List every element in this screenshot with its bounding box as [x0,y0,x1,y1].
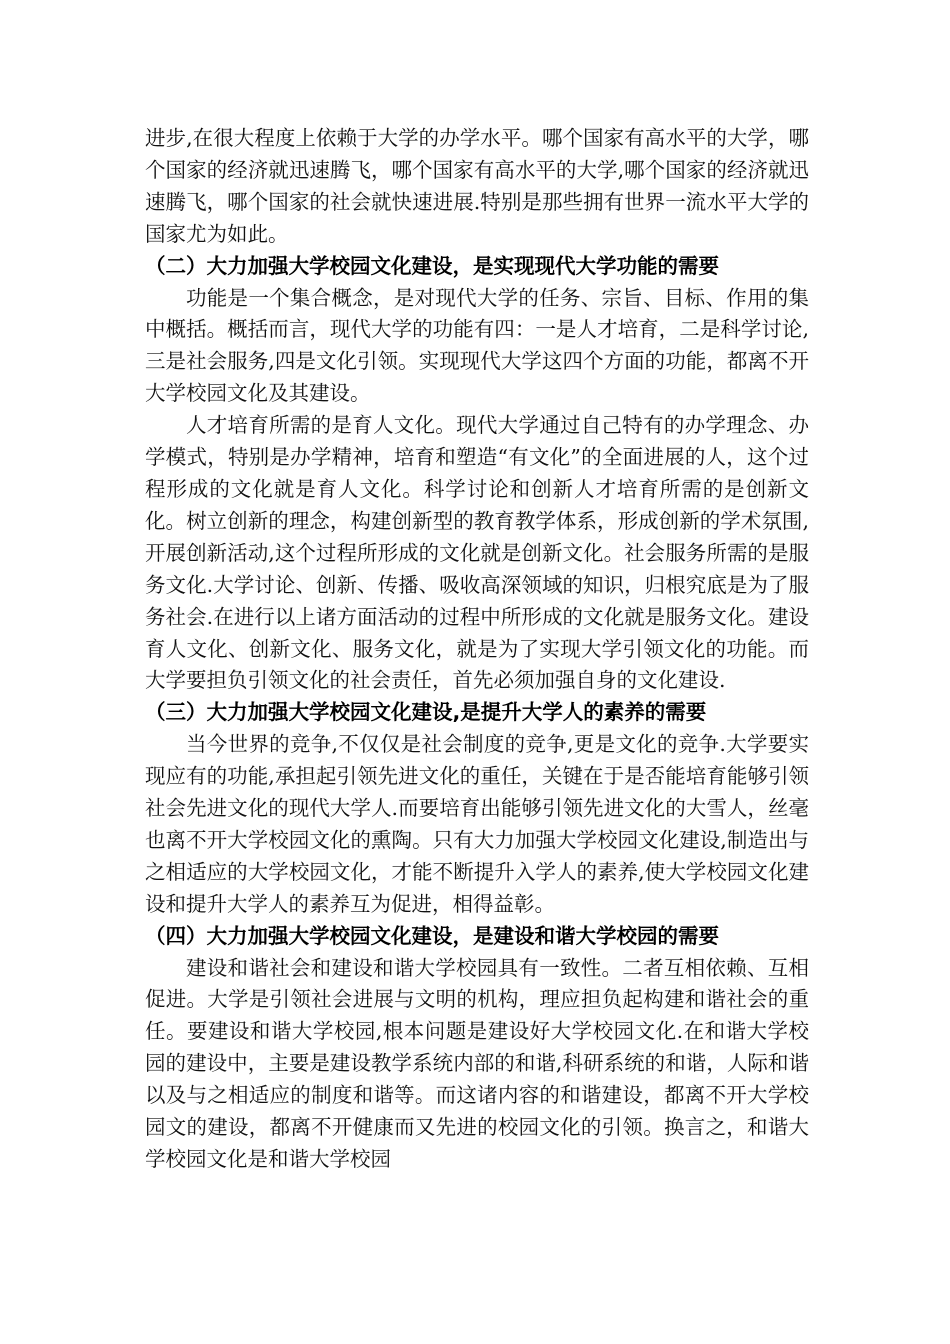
section-heading-2: （二）大力加强大学校园文化建设，是实现现代大学功能的需要 [145,253,719,278]
section-heading-4: （四）大力加强大学校园文化建设，是建设和谐大学校园的需要 [145,923,719,948]
paragraph-harmony: 建设和谐社会和建设和谐大学校园具有一致性。二者互相依赖、互相促进。大学是引领社会进展与文明的机构，理应担负起构建和谐社会的重任。要建设和谐大学校园,根本问题是建设好大学校园文化.在和谐大学校园的建设中，主要是建设教学系统内部的和谐,科研系统的和谐，人际和谐以及与之相适应的制度和谐等。而这诸内容的和谐建设，都离不开大学校园文的建设，都离不开健康而又先进的校园文化的引领。换言之，和谐大学校园文化是和谐大学校园 [145,955,809,1171]
document-page [145,123,809,1176]
paragraph-functions: 功能是一个集合概念，是对现代大学的任务、宗旨、目标、作用的集中概括。概括而言，现代大学的功能有四：一是人才培育，二是科学讨论,三是社会服务,四是文化引领。实现现代大学这四个方面的功能，都离不开大学校园文化及其建设。 [145,285,809,406]
paragraph-intro: 进步,在很大程度上依赖于大学的办学水平。哪个国家有高水平的大学，哪个国家的经济就迅速腾飞，哪个国家有高水平的大学,哪个国家的经济就迅速腾飞，哪个国家的社会就快速进展.特别是那些拥有世界一流水平大学的国家尤为如此。 [145,126,809,246]
paragraph-competition: 当今世界的竞争,不仅仅是社会制度的竞争,更是文化的竞争.大学要实现应有的功能,承担起引领先进文化的重任，关键在于是否能培育能够引领社会先进文化的现代大学人.而要培育出能够引领先进文化的大雪人，丝毫也离不开大学校园文化的熏陶。只有大力加强大学校园文化建设,制造出与之相适应的大学校园文化，才能不断提升入学人的素养,使大学校园文化建设和提升大学人的素养互为促进，相得益彰。 [145,732,809,916]
section-heading-3: （三）大力加强大学校园文化建设,是提升大学人的素养的需要 [145,700,707,725]
paragraph-talent-cultivation: 人才培育所需的是育人文化。现代大学通过自己特有的办学理念、办学模式，特别是办学精神，培育和塑造“有文化”的全面进展的人，这个过程形成的文化就是育人文化。科学讨论和创新人才培育所需的是创新文化。树立创新的理念，构建创新型的教育教学体系，形成创新的学术氛围,开展创新活动,这个过程所形成的文化就是创新文化。社会服务所需的是服务文化.大学讨论、创新、传播、吸收高深领域的知识，归根究底是为了服务社会.在进行以上诸方面活动的过程中所形成的文化就是服务文化。建设育人文化、创新文化、服务文化，就是为了实现大学引领文化的功能。而大学要担负引领文化的社会责任，首先必须加强自身的文化建设. [145,413,809,693]
